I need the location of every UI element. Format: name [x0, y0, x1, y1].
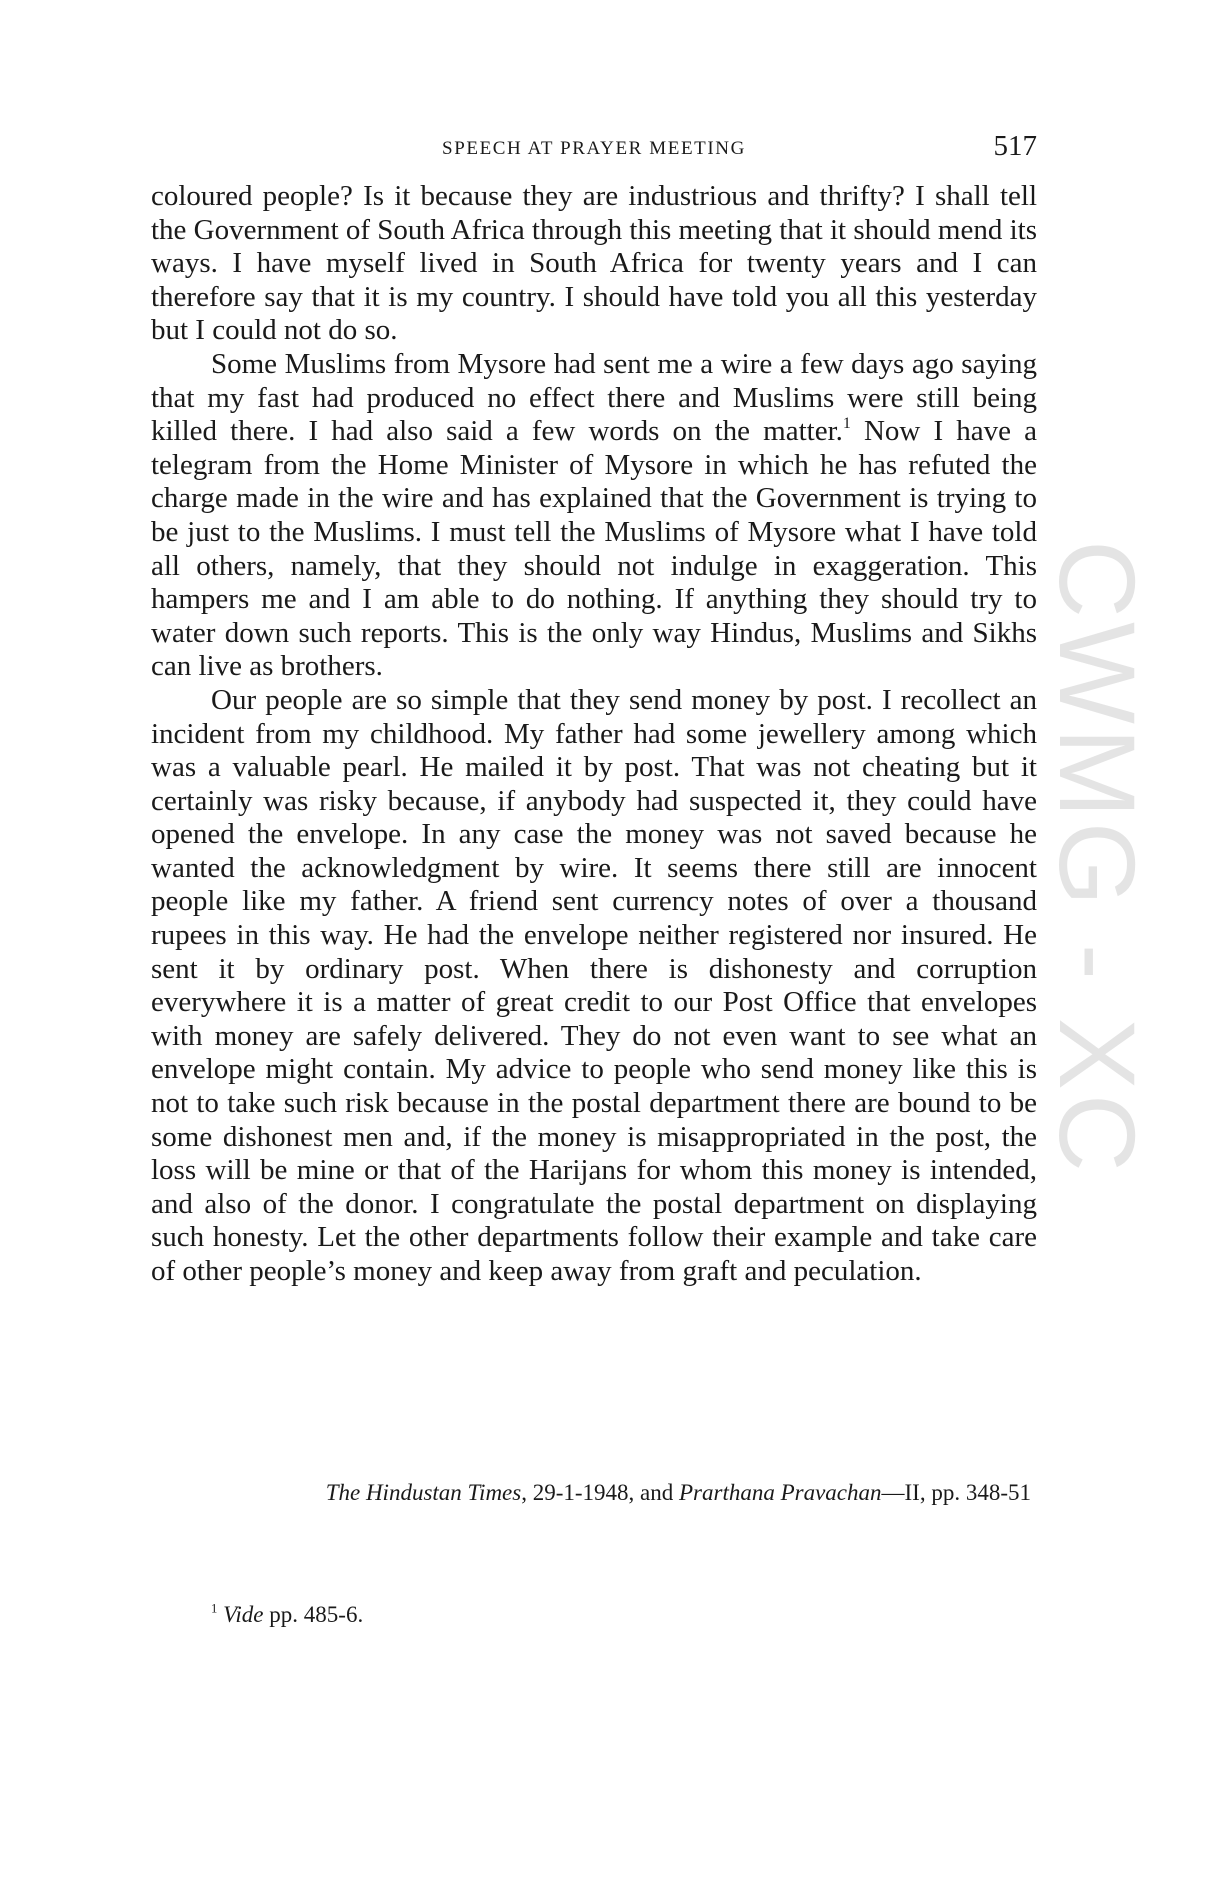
- footnote: [211, 1600, 363, 1630]
- paragraph-2-continued: Now I have a telegram from the Home Minister of Mysore in which he has refuted the charge made in the wire and has explained that the Government is trying to be just to the Muslims. I must tell the Muslims of Mysore what I have told all others, namely, that they should not indulge in exaggeration. This hampers me and I am able to do nothing. If anything they should try to water down such reports. This is the only way Hindus, Muslims and Sikhs can live as brothers.: [151, 415, 1037, 683]
- footnote-vide: Vide: [223, 1602, 264, 1627]
- paragraph-2-text: Some Muslims from Mysore had sent me a wire a few days ago saying that my fast had produced no effect there and Muslims were still being killed there. I had also said a few words on the matter.: [151, 347, 1037, 448]
- running-title: SPEECH AT PRAYER MEETING: [442, 138, 746, 159]
- source-citation: [151, 1478, 1031, 1508]
- footnote-pages: pp. 485-6.: [263, 1602, 364, 1627]
- source-date: , 29-1-1948, and: [521, 1480, 679, 1505]
- footnote-marker: 1: [211, 1601, 218, 1616]
- footnote-reference: 1: [842, 415, 851, 433]
- paragraph-2: [151, 348, 1037, 684]
- watermark: CWMG - XC: [1037, 540, 1158, 1176]
- body-text: [151, 180, 1037, 1289]
- running-head: [151, 130, 1037, 170]
- page-number: 517: [993, 130, 1037, 162]
- source-title-1: The Hindustan Times: [325, 1480, 522, 1505]
- paragraph-1: coloured people? Is it because they are industrious and thrifty? I shall tell the Government of South Africa through this meeting that it should mend its ways. I have myself lived in South Africa for twenty years and I can therefore say that it is my country. I should have told you all this yesterday but I could not do so.: [151, 180, 1037, 347]
- source-title-2: Prarthana Pravachan: [679, 1480, 882, 1505]
- paragraph-3: Our people are so simple that they send money by post. I recollect an incident from my childhood. My father had some jewellery among which was a valuable pearl. He mailed it by post. That was not cheating but it certainly was risky because, if anybody had suspected it, they could have opened the envelope. In any case the money was not saved because he wanted the acknowledgment by wire. It seems there still are innocent people like my father. A friend sent currency notes of over a thousand rupees in this way. He had the envelope neither registered nor insured. He sent it by ordinary post. When there is dishonesty and corruption everywhere it is a matter of great credit to our Post Office that envelopes with money are safely delivered. They do not even want to see what an envelope might contain. My advice to people who send money like this is not to take such risk because in the postal department there are bound to be some dishonest men and, if the money is misappropriated in the post, the loss will be mine or that of the Harijans for whom this money is intended, and also of the donor. I congratulate the postal department on displaying such honesty. Let the other departments follow their example and take care of other people’s money and keep away from graft and peculation.: [151, 683, 1037, 1287]
- source-pages: —II, pp. 348-51: [881, 1480, 1031, 1505]
